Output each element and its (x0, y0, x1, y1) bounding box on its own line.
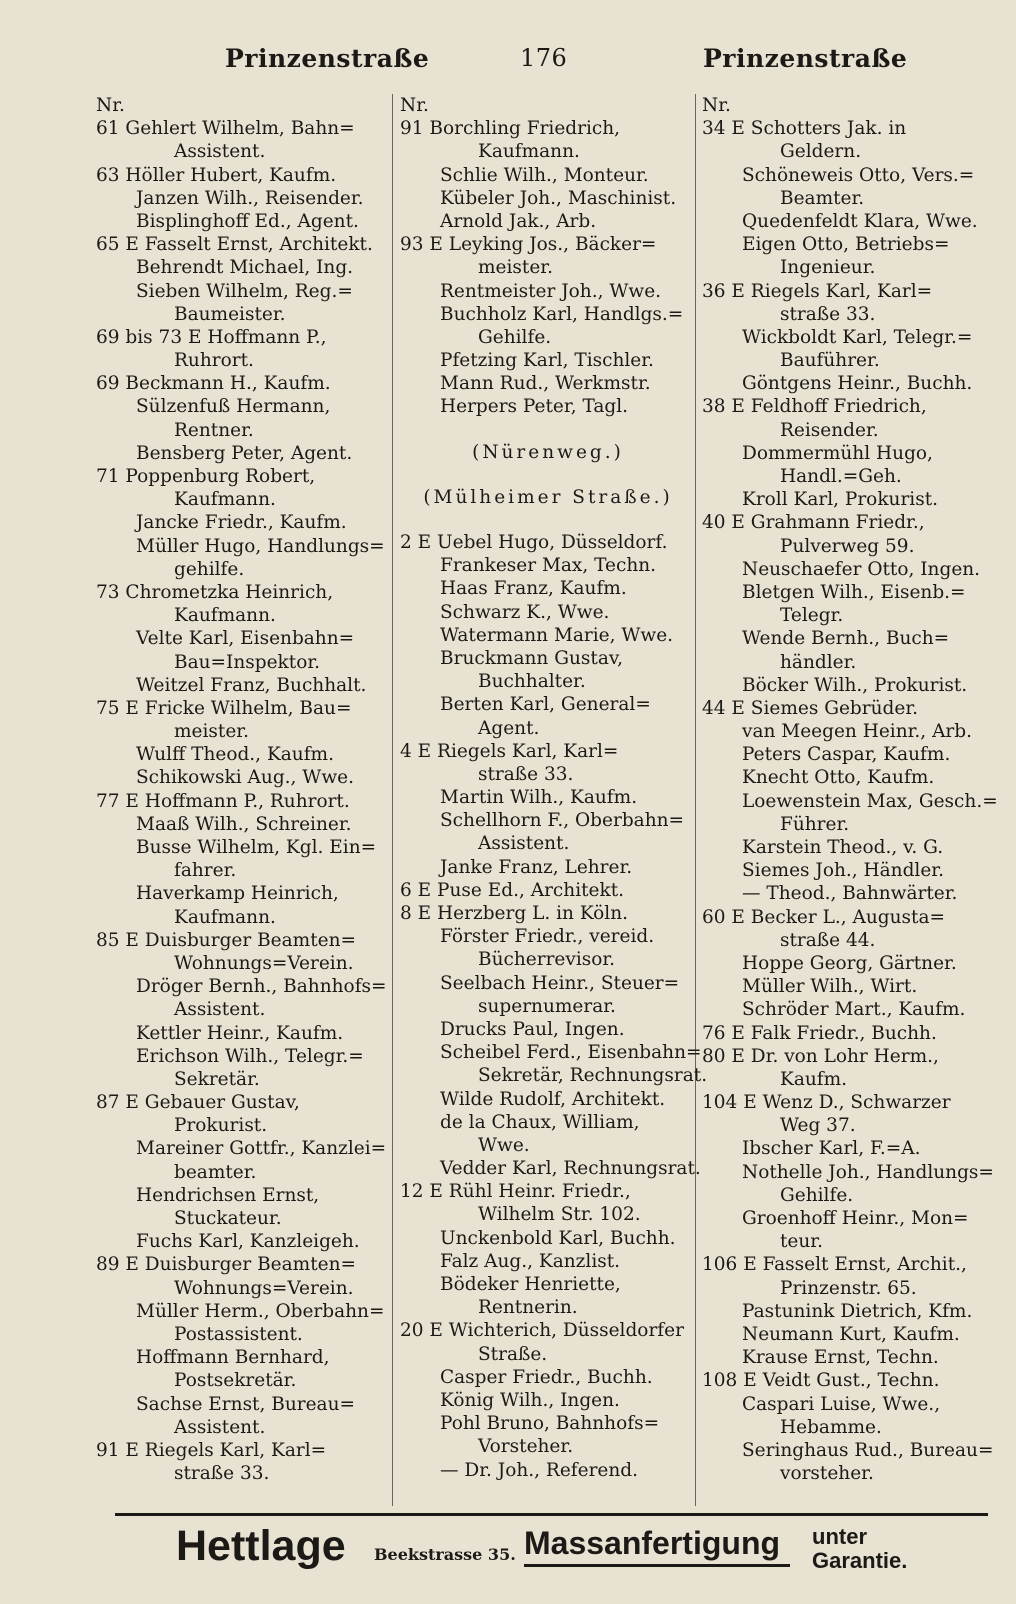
directory-line: straße 44. (780, 929, 876, 951)
column-2 (400, 94, 708, 1506)
column-3 (702, 94, 1002, 1506)
directory-line: (Nürenweg.) (472, 441, 624, 463)
directory-line: 77 E Hoffmann P., Ruhrort. (96, 790, 350, 812)
directory-line: — Dr. Joh., Referend. (440, 1459, 638, 1481)
directory-line: Gehilfe. (780, 1184, 854, 1206)
directory-line: Knecht Otto, Kaufm. (742, 767, 935, 789)
directory-line: Göntgens Heinr., Buchh. (742, 373, 973, 395)
advert-underline (524, 1564, 790, 1567)
directory-line: Groenhoff Heinr., Mon= (742, 1208, 969, 1229)
directory-line: Nr. (702, 95, 731, 116)
directory-line: Buchholz Karl, Handlgs.= (440, 303, 684, 325)
directory-line: Pulverweg 59. (780, 535, 915, 557)
directory-line: Müller Herm., Oberbahn= (136, 1300, 385, 1322)
directory-line: Pastunink Dietrich, Kfm. (742, 1300, 973, 1322)
directory-line: Mann Rud., Werkmstr. (440, 373, 651, 395)
directory-line: Caspari Luise, Wwe., (742, 1393, 941, 1415)
directory-line: Vedder Karl, Rechnungsrat. (440, 1158, 701, 1180)
directory-line: Sieben Wilhelm, Reg.= (136, 280, 353, 302)
directory-line: Weitzel Franz, Buchhalt. (136, 674, 367, 696)
directory-line: Rentner. (174, 419, 254, 441)
directory-line: Sachse Ernst, Bureau= (136, 1393, 356, 1415)
directory-line: Kaufmann. (174, 489, 276, 511)
directory-line: Rentnerin. (478, 1297, 578, 1319)
directory-line: Hebamme. (780, 1416, 882, 1438)
directory-line: 36 E Riegels Karl, Karl= (702, 280, 933, 302)
directory-line: fahrer. (174, 860, 237, 882)
directory-line: — Theod., Bahnwärter. (742, 883, 958, 905)
directory-line: 4 E Riegels Karl, Karl= (400, 740, 619, 762)
directory-line: Förster Friedr., vereid. (440, 926, 655, 948)
directory-line: 20 E Wichterich, Düsseldorfer (400, 1320, 684, 1342)
directory-line: Wohnungs=Verein. (174, 952, 354, 974)
directory-line: Frankeser Max, Techn. (440, 555, 657, 577)
directory-line: Mareiner Gottfr., Kanzlei= (136, 1138, 387, 1160)
directory-line: Wende Bernh., Buch= (742, 628, 950, 650)
directory-line: 71 Poppenburg Robert, (96, 466, 316, 487)
directory-line: Drucks Paul, Ingen. (440, 1018, 625, 1040)
directory-line: Weg 37. (780, 1115, 856, 1137)
directory-line: Krause Ernst, Techn. (742, 1347, 939, 1369)
directory-line: Seringhaus Rud., Bureau= (742, 1439, 994, 1461)
directory-line: Gehilfe. (478, 326, 552, 348)
directory-line: Nr. (400, 95, 429, 116)
directory-line: 44 E Siemes Gebrüder. (702, 697, 919, 719)
directory-line: Vorsteher. (478, 1436, 574, 1458)
directory-line: 89 E Duisburger Beamten= (96, 1254, 356, 1276)
directory-line: beamter. (174, 1161, 257, 1183)
running-header-left: Prinzenstraße (225, 44, 430, 73)
directory-line: Baumeister. (174, 303, 286, 325)
directory-line: vorsteher. (780, 1463, 874, 1485)
directory-line: Maaß Wilh., Schreiner. (136, 813, 352, 835)
directory-line: Fuchs Karl, Kanzleigeh. (136, 1231, 360, 1253)
directory-line: Kaufmann. (174, 605, 276, 627)
directory-line: Schikowski Aug., Wwe. (136, 767, 354, 789)
directory-line: Bisplinghoff Ed., Agent. (136, 210, 359, 232)
directory-line: Müller Wilh., Wirt. (742, 976, 918, 998)
directory-line: Kroll Karl, Prokurist. (742, 489, 939, 511)
directory-line: Schwarz K., Wwe. (440, 601, 610, 623)
directory-line: Wilhelm Str. 102. (478, 1204, 641, 1226)
directory-line: 75 E Fricke Wilhelm, Bau= (96, 697, 352, 719)
directory-line: (Mülheimer Straße.) (423, 486, 673, 508)
directory-line: Sülzenfuß Hermann, (136, 396, 331, 418)
advert-note (812, 1525, 907, 1573)
directory-line: Busse Wilhelm, Kgl. Ein= (136, 837, 377, 858)
directory-line: 104 E Wenz D., Schwarzer (702, 1092, 951, 1114)
directory-line: Velte Karl, Eisenbahn= (136, 628, 355, 650)
directory-line: Karstein Theod., v. G. (742, 837, 944, 858)
directory-line: Bödeker Henriette, (440, 1274, 621, 1295)
directory-line: meister. (478, 257, 553, 279)
directory-line: Bruckmann Gustav, (440, 647, 623, 669)
running-header-right: Prinzenstraße (703, 44, 908, 73)
directory-line: Eigen Otto, Betriebs= (742, 234, 950, 256)
directory-line: Schröder Mart., Kaufm. (742, 999, 966, 1021)
directory-line: gehilfe. (174, 558, 245, 580)
directory-line: Herpers Peter, Tagl. (440, 396, 629, 418)
directory-line: Assistent. (174, 999, 266, 1021)
directory-line: 40 E Grahmann Friedr., (702, 512, 925, 534)
directory-line: 93 E Leyking Jos., Bäcker= (400, 234, 657, 256)
advert-note-line-1: unter (812, 1524, 867, 1549)
directory-line: straße 33. (478, 763, 574, 785)
advert-service: Massanfertigung (524, 1525, 781, 1561)
directory-line: Rentmeister Joh., Wwe. (440, 280, 662, 302)
directory-line: Nr. (96, 95, 125, 116)
directory-line: van Meegen Heinr., Arb. (742, 721, 972, 743)
directory-line: Postsekretär. (174, 1370, 297, 1392)
directory-line: Stuckateur. (174, 1208, 282, 1229)
directory-line: Kettler Heinr., Kaufm. (136, 1022, 344, 1044)
directory-line: Telegr. (780, 605, 844, 627)
directory-line: Ibscher Karl, F.=A. (742, 1138, 921, 1160)
directory-line: Dröger Bernh., Bahnhofs= (136, 976, 387, 998)
directory-line: Assistent. (174, 141, 266, 163)
directory-line: Bauführer. (780, 350, 880, 372)
directory-line: Siemes Joh., Händler. (742, 860, 944, 882)
directory-line: Assistent. (478, 833, 570, 855)
advert-note-line-2: Garantie. (812, 1548, 908, 1573)
directory-line: 85 E Duisburger Beamten= (96, 929, 356, 951)
directory-line: Hoffmann Bernhard, (136, 1347, 330, 1369)
directory-line: Neumann Kurt, Kaufm. (742, 1323, 960, 1345)
directory-line: Kaufmann. (174, 906, 276, 928)
directory-line: Haas Franz, Kaufm. (440, 578, 627, 600)
directory-line: 65 E Fasselt Ernst, Architekt. (96, 234, 373, 256)
directory-line: 63 Höller Hubert, Kaufm. (96, 164, 337, 186)
directory-line: Wickboldt Karl, Telegr.= (742, 326, 973, 348)
directory-line: Arnold Jak., Arb. (440, 210, 597, 232)
spacer (400, 464, 696, 486)
directory-line: 87 E Gebauer Gustav, (96, 1092, 300, 1114)
directory-line: Kaufm. (780, 1068, 848, 1090)
directory-line: Buchhalter. (478, 671, 586, 693)
directory-line: Jancke Friedr., Kaufm. (136, 512, 347, 534)
directory-line: Wohnungs=Verein. (174, 1277, 354, 1299)
directory-line: Prinzenstr. 65. (780, 1277, 917, 1299)
column-divider (392, 94, 393, 1506)
directory-line: Müller Hugo, Handlungs= (136, 535, 385, 557)
directory-line: 91 Borchling Friedrich, (400, 118, 621, 140)
directory-line: Schellhorn F., Oberbahn= (440, 810, 685, 832)
directory-line: 76 E Falk Friedr., Buchh. (702, 1022, 937, 1044)
directory-line: 106 E Fasselt Ernst, Archit., (702, 1254, 967, 1276)
directory-line: Behrendt Michael, Ing. (136, 257, 354, 279)
directory-line: Sekretär. (174, 1068, 260, 1090)
directory-line: 80 E Dr. von Lohr Herm., (702, 1045, 939, 1067)
directory-line: 69 Beckmann H., Kaufm. (96, 373, 331, 395)
directory-line: Hoppe Georg, Gärtner. (742, 952, 957, 974)
directory-line: Watermann Marie, Wwe. (440, 624, 674, 646)
directory-line: Nothelle Joh., Handlungs= (742, 1161, 994, 1183)
directory-line: händler. (780, 651, 857, 673)
directory-line: Straße. (478, 1343, 548, 1365)
advert-street: Beekstrasse 35. (374, 1545, 516, 1564)
directory-line: Bücherrevisor. (478, 949, 616, 971)
directory-line: 69 bis 73 E Hoffmann P., (96, 326, 327, 348)
directory-line: Sekretär, Rechnungsrat. (478, 1065, 708, 1087)
directory-line: Falz Aug., Kanzlist. (440, 1250, 621, 1272)
directory-line: Kübeler Joh., Maschinist. (440, 187, 677, 209)
directory-line: 8 E Herzberg L. in Köln. (400, 903, 628, 924)
advert-name: Hettlage (176, 1522, 346, 1570)
page-number: 176 (520, 44, 568, 72)
directory-line: Prokurist. (174, 1115, 268, 1137)
directory-line: Berten Karl, General= (440, 694, 651, 716)
directory-line: Wulff Theod., Kaufm. (136, 744, 334, 766)
directory-line: 34 E Schotters Jak. in (702, 118, 907, 140)
directory-line: 73 Chrometzka Heinrich, (96, 581, 334, 603)
directory-line: Bletgen Wilh., Eisenb.= (742, 581, 966, 603)
directory-line: 38 E Feldhoff Friedrich, (702, 396, 927, 418)
directory-line: Janzen Wilh., Reisender. (136, 187, 364, 209)
directory-line: Neuschaefer Otto, Ingen. (742, 558, 981, 580)
directory-line: 2 E Uebel Hugo, Düsseldorf. (400, 532, 668, 553)
directory-line: straße 33. (174, 1463, 270, 1485)
directory-line: Schlie Wilh., Monteur. (440, 164, 649, 186)
directory-line: Erichson Wilh., Telegr.= (136, 1045, 364, 1067)
column-1 (96, 94, 392, 1506)
directory-line: teur. (780, 1231, 823, 1253)
directory-line: Pfetzing Karl, Tischler. (440, 350, 654, 372)
directory-line: straße 33. (780, 303, 876, 325)
directory-line: Kaufmann. (478, 141, 580, 163)
directory-line: Postassistent. (174, 1323, 303, 1345)
directory-line: Handl.=Geh. (780, 466, 902, 487)
directory-line: Wilde Rudolf, Architekt. (440, 1088, 666, 1110)
directory-line: 60 E Becker L., Augusta= (702, 906, 946, 928)
directory-line: Seelbach Heinr., Steuer= (440, 972, 680, 994)
directory-line: Agent. (478, 717, 540, 739)
directory-line: Haverkamp Heinrich, (136, 883, 339, 905)
footer-rule (115, 1513, 988, 1516)
directory-line: Bau=Inspektor. (174, 651, 321, 673)
directory-line: Assistent. (174, 1416, 266, 1438)
directory-line: Ruhrort. (174, 350, 254, 372)
directory-line: Loewenstein Max, Gesch.= (742, 790, 998, 812)
directory-line: Pohl Bruno, Bahnhofs= (440, 1413, 660, 1435)
directory-line: Casper Friedr., Buchh. (440, 1366, 653, 1388)
directory-line: 91 E Riegels Karl, Karl= (96, 1439, 327, 1461)
directory-line: de la Chaux, William, (440, 1111, 640, 1133)
directory-line: Geldern. (780, 141, 862, 163)
directory-line: Scheibel Ferd., Eisenbahn= (440, 1042, 702, 1064)
directory-line: Bensberg Peter, Agent. (136, 442, 353, 464)
directory-line: Wwe. (478, 1134, 530, 1156)
directory-line: Führer. (780, 813, 850, 835)
spacer (400, 509, 696, 531)
directory-line: Schöneweis Otto, Vers.= (742, 164, 975, 186)
directory-line: 108 E Veidt Gust., Techn. (702, 1370, 940, 1392)
directory-line: Hendrichsen Ernst, (136, 1184, 320, 1206)
directory-line: Janke Franz, Lehrer. (440, 856, 633, 878)
directory-line: Unckenbold Karl, Buchh. (440, 1227, 676, 1249)
directory-line: meister. (174, 721, 249, 743)
directory-line: 61 Gehlert Wilhelm, Bahn= (96, 118, 355, 140)
directory-line: 12 E Rühl Heinr. Friedr., (400, 1181, 631, 1203)
directory-line: Reisender. (780, 419, 879, 441)
directory-line: supernumerar. (478, 995, 616, 1017)
directory-line: Dommermühl Hugo, (742, 442, 933, 464)
directory-line: Peters Caspar, Kaufm. (742, 744, 951, 766)
directory-line: König Wilh., Ingen. (440, 1389, 620, 1411)
directory-line: Quedenfeldt Klara, Wwe. (742, 210, 978, 232)
directory-line: Ingenieur. (780, 257, 876, 279)
directory-line: Martin Wilh., Kaufm. (440, 787, 638, 809)
directory-line: Böcker Wilh., Prokurist. (742, 674, 968, 696)
directory-line: Beamter. (780, 187, 865, 209)
spacer (400, 419, 696, 441)
directory-line: 6 E Puse Ed., Architekt. (400, 879, 625, 901)
